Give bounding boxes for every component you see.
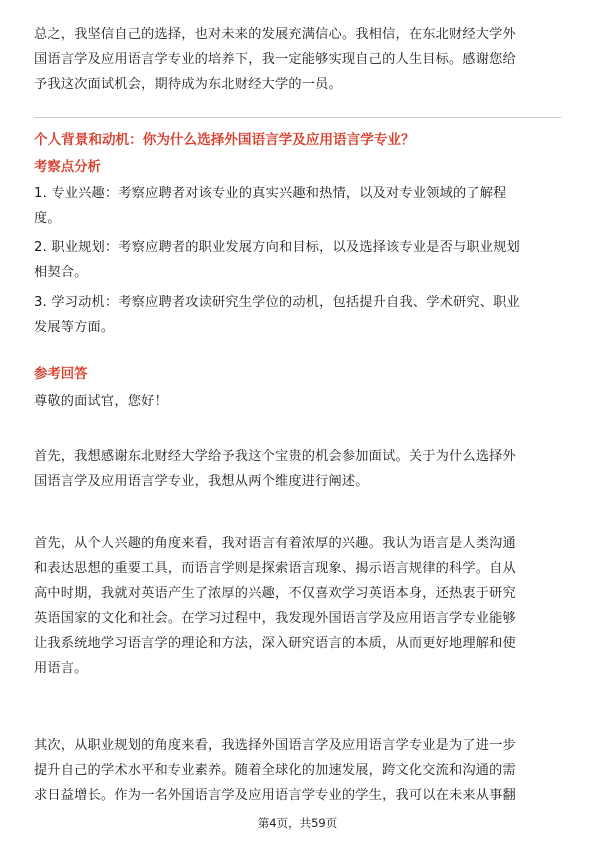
answer-heading: 参考回答	[34, 367, 88, 382]
text-line: 其次，从职业规划的角度来看，我选择外国语言学及应用语言学专业是为了进一步	[34, 738, 516, 753]
analysis-item-1	[34, 181, 561, 231]
page-footer: 第4页，共59页	[257, 816, 338, 830]
analysis-item-2	[34, 235, 561, 285]
text-line: 让我系统地学习语言学的理论和方法，深入研究语言的本质，从而更好地理解和使	[34, 636, 516, 651]
text-line: 英语国家的文化和社会。在学习过程中，我发现外国语言学及应用语言学专业能够	[34, 611, 516, 626]
text-line: 求日益增长。作为一名外国语言学及应用语言学专业的学生，我可以在未来从事翻	[34, 788, 516, 803]
text-line: 高中时期，我就对英语产生了浓厚的兴趣，不仅喜欢学习英语本身，还热衷于研究	[34, 586, 516, 601]
section-divider	[34, 117, 561, 118]
text-line: 首先，我想感谢东北财经大学给予我这个宝贵的机会参加面试。关于为什么选择外	[34, 449, 516, 464]
text-line: 国语言学及应用语言学专业的培养下，我一定能够实现自己的人生目标。感谢您给	[34, 52, 516, 67]
text-line: 尊敬的面试官，您好！	[34, 394, 168, 409]
text-line: 1. 专业兴趣：考察应聘者对该专业的真实兴趣和热情，以及对专业领域的了解程	[34, 186, 507, 201]
text-line: 相契合。	[34, 265, 88, 280]
text-line: 用语言。	[34, 661, 88, 676]
analysis-item-3	[34, 290, 561, 340]
text-line: 予我这次面试机会，期待成为东北财经大学的一员。	[34, 77, 342, 92]
text-line: 国语言学及应用语言学专业，我想从两个维度进行阐述。	[34, 474, 369, 489]
text-line: 3. 学习动机：考察应聘者攻读研究生学位的动机，包括提升自我、学术研究、职业	[34, 295, 520, 310]
text-line: 2. 职业规划：考察应聘者的职业发展方向和目标，以及选择该专业是否与职业规划	[34, 240, 520, 255]
answer-paragraph-1	[34, 444, 561, 494]
text-line: 提升自己的学术水平和专业素养。随着全球化的加速发展，跨文化交流和沟通的需	[34, 763, 516, 778]
text-line: 和表达思想的重要工具，而语言学则是探索语言现象、揭示语言规律的科学。自从	[34, 561, 516, 576]
question-title: 个人背景和动机：你为什么选择外国语言学及应用语言学专业？	[34, 132, 415, 148]
answer-paragraph-3	[34, 733, 561, 808]
greeting	[34, 389, 561, 414]
answer-paragraph-2	[34, 531, 561, 681]
text-line: 发展等方面。	[34, 320, 115, 335]
text-line: 总之，我坚信自己的选择，也对未来的发展充满信心。我相信，在东北财经大学外	[34, 27, 516, 42]
text-line: 首先，从个人兴趣的角度来看，我对语言有着浓厚的兴趣。我认为语言是人类沟通	[34, 536, 516, 551]
analysis-heading: 考察点分析	[34, 160, 101, 175]
intro-closing-paragraph	[34, 22, 561, 97]
text-line: 度。	[34, 211, 61, 226]
